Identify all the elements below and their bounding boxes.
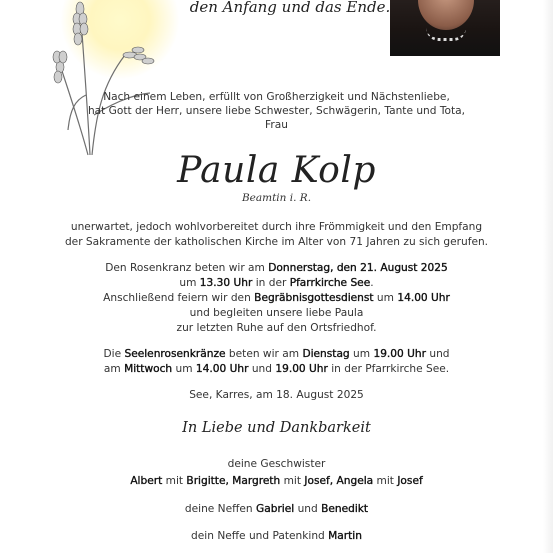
page-edge-shadow [543, 0, 553, 553]
rosary-church: Pfarrkirche See [289, 277, 371, 289]
rosary-line-2 [0, 277, 553, 289]
rosary-line-4: und begleiten unsere liebe Paula [189, 307, 364, 319]
deceased-name: Paula Kolp [177, 150, 376, 191]
siblings-line [0, 475, 553, 487]
rosary-date: Donnerstag, den 21. August 2025 [268, 262, 448, 274]
closing-phrase: In Liebe und Dankbarkeit [182, 420, 371, 436]
intro-line-2: hat Gott der Herr, unsere liebe Schwester, Schwägerin, Tante und Tota, [87, 105, 466, 117]
connector-text: mit [162, 475, 187, 487]
wheat-icon [30, 0, 170, 165]
soul-rosary-line-1 [0, 348, 553, 360]
mourner-name: Benedikt [321, 503, 369, 515]
rosary-text: um [179, 277, 200, 289]
rosary-text: . [370, 277, 374, 289]
soul-rosary-text: beten wir am [225, 348, 303, 360]
rosary-text: Anschließend feiern wir den [103, 292, 255, 304]
connector-text: und [294, 503, 322, 515]
rosary-line-5: zur letzten Ruhe auf den Ortsfriedhof. [176, 322, 377, 334]
siblings-label: deine Geschwister [227, 458, 326, 470]
place-date: See, Karres, am 18. August 2025 [189, 389, 364, 401]
relation-text: deine Neffen [184, 503, 257, 515]
soul-rosary-day-1: Dienstag [302, 348, 350, 360]
death-line-1: unerwartet, jedoch wohlvorbereitet durch ihre Frömmigkeit und den Empfang [70, 221, 483, 233]
soul-rosary-text: und [248, 363, 276, 375]
godchild-line [0, 530, 553, 542]
deceased-title: Beamtin i. R. [241, 192, 312, 204]
soul-rosary-line-2 [0, 363, 553, 375]
rosary-line-3 [0, 292, 553, 304]
portrait-necklace [426, 28, 466, 41]
soul-rosary-time-2: 14.00 Uhr [195, 363, 249, 375]
soul-rosary-text: am [103, 363, 125, 375]
mourner-name: Brigitte, Margreth [186, 475, 281, 487]
funeral-time: 14.00 Uhr [397, 292, 450, 304]
soul-rosary-time-3: 19.00 Uhr [275, 363, 328, 375]
mourner-name: Josef [397, 475, 423, 487]
rosary-text: Den Rosenkranz beten wir am [105, 262, 269, 274]
death-line-2: der Sakramente der katholischen Kirche im Alter von 71 Jahren zu sich gerufen. [64, 236, 489, 248]
soul-rosary-text: um [349, 348, 374, 360]
intro-line-1: Nach einem Leben, erfüllt von Großherzigkeit und Nächstenliebe, [103, 91, 450, 103]
intro-line-3: Frau [265, 119, 288, 131]
soul-rosary-text: um [172, 363, 196, 375]
soul-rosary-label: Seelenrosenkränze [124, 348, 226, 360]
soul-rosary-text: Die [103, 348, 125, 360]
connector-text: mit [280, 475, 305, 487]
top-verse: den Anfang und das Ende. [189, 0, 391, 16]
mourner-name: Gabriel [256, 503, 295, 515]
rosary-line-1 [0, 262, 553, 274]
relation-text: dein Neffe und Patenkind [191, 530, 329, 542]
soul-rosary-day-2: Mittwoch [124, 363, 173, 375]
nephews-line [0, 503, 553, 515]
rosary-time: 13.30 Uhr [199, 277, 253, 289]
rosary-text: um [373, 292, 398, 304]
soul-rosary-time-1: 19.00 Uhr [373, 348, 426, 360]
funeral-service: Begräbnisgottesdienst [254, 292, 374, 304]
rosary-text: in der [252, 277, 290, 289]
mourner-name: Martin [328, 530, 362, 542]
soul-rosary-text: in der Pfarrkirche See. [327, 363, 450, 375]
soul-rosary-text: und [425, 348, 450, 360]
mourner-name: Josef, Angela [304, 475, 374, 487]
mourner-name: Albert [130, 475, 163, 487]
connector-text: mit [373, 475, 398, 487]
